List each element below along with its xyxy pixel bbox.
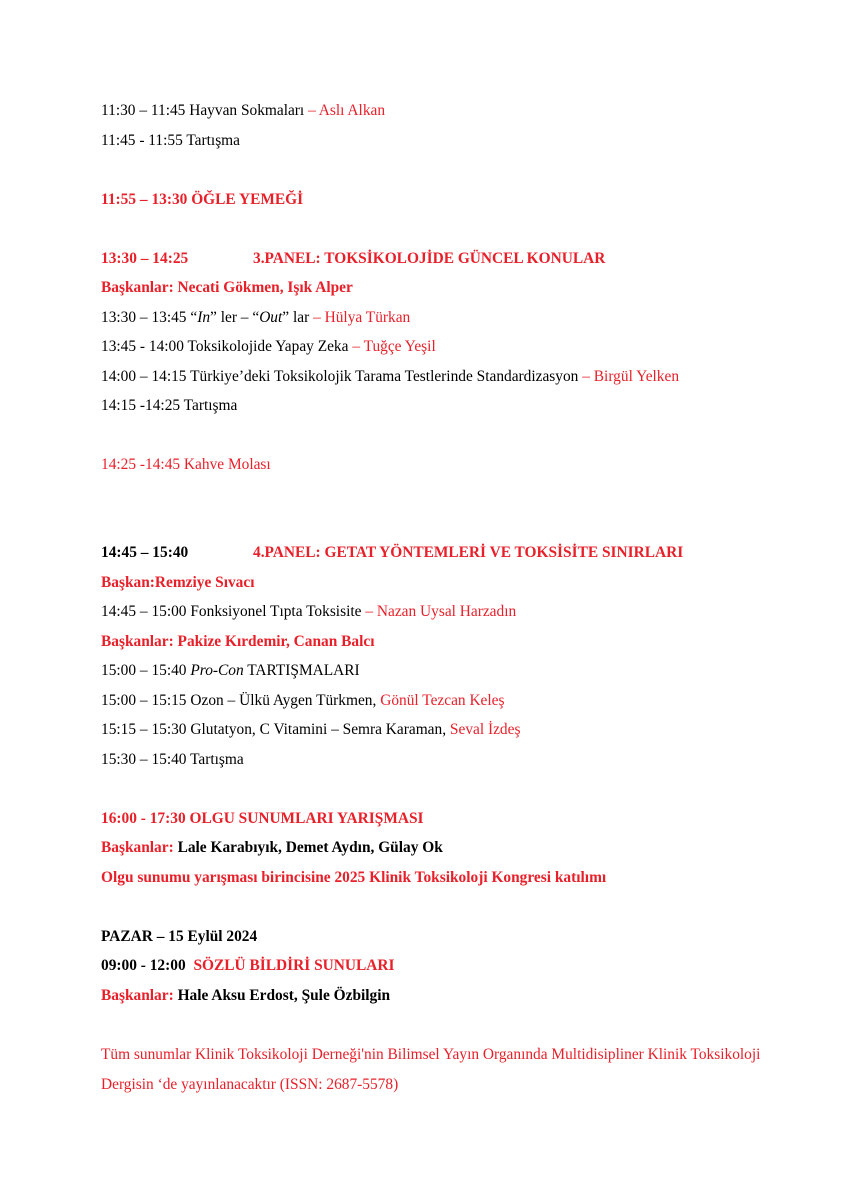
session-discussion: 14:15 -14:25 Tartışma: [101, 397, 238, 414]
session-fonksiyonel-tip: [101, 602, 516, 622]
session-title: Hayvan Sokmaları: [189, 102, 305, 119]
session-title: SÖZLÜ BİLDİRİ SUNULARI: [193, 957, 395, 974]
panel-4-heading: [101, 543, 751, 563]
panel-3-chairs: Başkanlar: Necati Gökmen, Işık Alper: [101, 279, 353, 296]
in-word: In: [197, 309, 211, 326]
speaker: Birgül Yelken: [593, 368, 680, 385]
speaker: Nazan Uysal Harzadın: [376, 603, 517, 620]
session-time: 11:30 – 11:45: [101, 102, 186, 119]
panel-4-chair: Başkan:Remziye Sıvacı: [101, 574, 255, 591]
session-time: 15:15 – 15:30: [101, 721, 187, 738]
cases-prize: Olgu sunumu yarışması birincisine 2025 Klinik Toksikoloji Kongresi katılımı: [101, 869, 607, 886]
dash: –: [308, 102, 316, 119]
dash: –: [365, 603, 374, 620]
quote-open: “: [190, 309, 198, 326]
session-discussion: 15:30 – 15:40 Tartışma: [101, 751, 244, 768]
chairs-names: Hale Aksu Erdost, Şule Özbilgin: [177, 987, 391, 1004]
speaker: Gönül Tezcan Keleş: [380, 692, 505, 709]
speaker: Hülya Türkan: [324, 309, 411, 326]
speaker: Tuğçe Yeşil: [363, 338, 436, 355]
chairs-label: Başkanlar:: [101, 987, 174, 1004]
session-in-out: [101, 308, 410, 328]
dash: –: [313, 309, 321, 326]
session-time: 15:00 – 15:15: [101, 692, 187, 709]
panel-3-heading: [101, 249, 661, 269]
oral-session-chairs: [101, 986, 390, 1006]
publication-note: Tüm sunumlar Klinik Toksikoloji Derneği'nin Bilimsel Yayın Organında Multidisipliner Klinik Toksikoloji Dergisin ‘de yayınlanacaktır (ISSN: 2687-5578): [101, 1046, 761, 1093]
cases-chairs: [101, 838, 443, 858]
coffee-break: 14:25 -14:45 Kahve Molası: [101, 456, 271, 473]
lunch-break: 11:55 – 13:30 ÖĞLE YEMEĞİ: [101, 191, 304, 208]
session-glutatyon: [101, 720, 520, 740]
session-title: Ozon – Ülkü Aygen Türkmen,: [190, 692, 377, 709]
session-ozon: [101, 691, 505, 711]
dash: –: [352, 338, 361, 355]
speaker: Seval İzdeş: [449, 721, 521, 738]
session-title: Glutatyon, C Vitamini – Semra Karaman,: [190, 721, 447, 738]
panel-time: 14:45 – 15:40: [101, 544, 189, 561]
oral-session-heading: [101, 956, 395, 976]
session-tarama-testleri: [101, 367, 679, 387]
session-title: Fonksiyonel Tıpta Toksisite: [190, 603, 362, 620]
quote-end: ” lar: [282, 309, 310, 326]
session-time: 13:45 - 14:00: [101, 338, 184, 355]
session-time: 09:00 - 12:00: [101, 957, 186, 974]
dash: –: [582, 368, 590, 385]
session-time: 13:30 – 13:45: [101, 309, 187, 326]
session-time: 14:45 – 15:00: [101, 603, 187, 620]
panel-4-chairs: Başkanlar: Pakize Kırdemir, Canan Balcı: [101, 633, 375, 650]
day-heading: PAZAR – 15 Eylül 2024: [101, 928, 258, 945]
chairs-label: Başkanlar:: [101, 839, 174, 856]
panel-time: 13:30 – 14:25: [101, 250, 189, 267]
quote-mid: ” ler – “: [210, 309, 260, 326]
session-yapay-zeka: [101, 337, 436, 357]
session-time: 15:00 – 15:40: [101, 662, 187, 679]
cases-heading: 16:00 - 17:30 OLGU SUNUMLARI YARIŞMASI: [101, 810, 424, 827]
session-hayvan-sokmalari: [101, 101, 385, 121]
speaker: Aslı Alkan: [318, 102, 386, 119]
panel-title: 3.PANEL: TOKSİKOLOJİDE GÜNCEL KONULAR: [253, 250, 606, 267]
session-time: 14:00 – 14:15: [101, 368, 187, 385]
session-pro-con: [101, 661, 360, 681]
session-title: Türkiye’deki Toksikolojik Tarama Testlerinde Standardizasyon: [190, 368, 579, 385]
session-title: Toksikolojide Yapay Zeka: [187, 338, 349, 355]
session-title: TARTIŞMALARI: [247, 662, 360, 679]
session-discussion: 11:45 - 11:55 Tartışma: [101, 132, 240, 149]
panel-title: 4.PANEL: GETAT YÖNTEMLERİ VE TOKSİSİTE SINIRLARI: [253, 544, 684, 561]
chairs-names: Lale Karabıyık, Demet Aydın, Gülay Ok: [177, 839, 443, 856]
out-word: Out: [259, 309, 283, 326]
pro-con-label: Pro-Con: [190, 662, 244, 679]
